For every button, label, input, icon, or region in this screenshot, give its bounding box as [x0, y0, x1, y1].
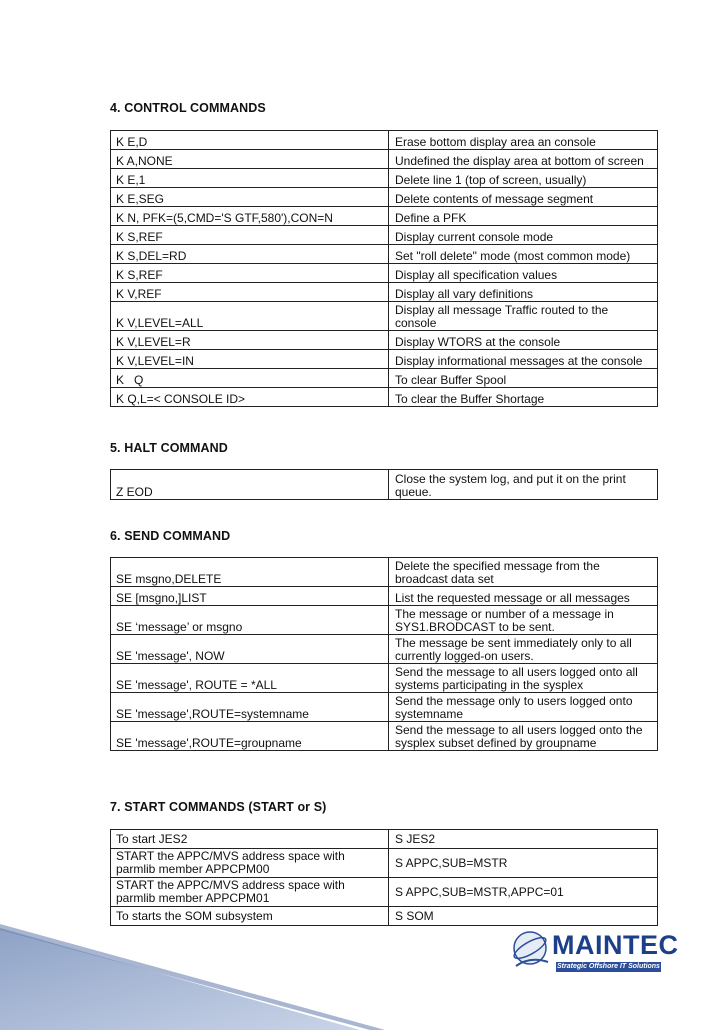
description-cell: Close the system log, and put it on the print queue. — [389, 470, 658, 500]
logo-tagline: Strategic Offshore IT Solutions — [557, 963, 660, 970]
command-cell: K V,LEVEL=R — [111, 331, 389, 350]
description-cell: Delete line 1 (top of screen, usually) — [389, 169, 658, 188]
table-row — [111, 350, 658, 369]
logo-brand-text: MAINTEC — [552, 930, 679, 960]
description-cell: Display all specification values — [389, 264, 658, 283]
command-cell: K V,LEVEL=IN — [111, 350, 389, 369]
section-heading-halt-command: 5. HALT COMMAND — [110, 441, 228, 455]
description-cell: S APPC,SUB=MSTR,APPC=01 — [389, 878, 658, 907]
description-cell: The message be sent immediately only to all currently logged-on users. — [389, 635, 658, 664]
command-cell: K E,D — [111, 131, 389, 150]
command-cell: To start JES2 — [111, 830, 389, 849]
section-heading-send-command: 6. SEND COMMAND — [110, 529, 231, 543]
command-cell: SE 'message',ROUTE=systemname — [111, 693, 389, 722]
table-row — [111, 587, 658, 606]
command-cell: START the APPC/MVS address space with parmlib member APPCPM01 — [111, 878, 389, 907]
description-cell: Set "roll delete" mode (most common mode) — [389, 245, 658, 264]
table-row — [111, 722, 658, 751]
section-heading-control-commands: 4. CONTROL COMMANDS — [110, 101, 266, 115]
table-row — [111, 606, 658, 635]
command-cell: K E,1 — [111, 169, 389, 188]
command-cell: K A,NONE — [111, 150, 389, 169]
description-cell: Delete contents of message segment — [389, 188, 658, 207]
description-cell: S APPC,SUB=MSTR — [389, 849, 658, 878]
description-cell: S JES2 — [389, 830, 658, 849]
command-cell: To starts the SOM subsystem — [111, 907, 389, 926]
command-cell: K N, PFK=(5,CMD='S GTF,580'),CON=N — [111, 207, 389, 226]
table-row — [111, 664, 658, 693]
description-cell: Erase bottom display area an console — [389, 131, 658, 150]
command-cell: K S,REF — [111, 226, 389, 245]
start-commands-table — [110, 829, 658, 926]
description-cell: To clear the Buffer Shortage — [389, 388, 658, 407]
table-row — [111, 169, 658, 188]
table-row — [111, 150, 658, 169]
description-cell: Display WTORS at the console — [389, 331, 658, 350]
command-cell: SE ‘message’ or msgno — [111, 606, 389, 635]
control-commands-table — [110, 130, 658, 407]
description-cell: To clear Buffer Spool — [389, 369, 658, 388]
section-heading-start-commands: 7. START COMMANDS (START or S) — [110, 800, 327, 814]
description-cell: S SOM — [389, 907, 658, 926]
command-cell: K Q,L=< CONSOLE ID> — [111, 388, 389, 407]
table-row — [111, 369, 658, 388]
command-cell: K E,SEG — [111, 188, 389, 207]
send-command-table — [110, 557, 658, 751]
table-row — [111, 331, 658, 350]
description-cell: The message or number of a message in SYS1.BRODCAST to be sent. — [389, 606, 658, 635]
command-cell: Z EOD — [111, 470, 389, 500]
table-row — [111, 558, 658, 587]
command-cell: START the APPC/MVS address space with parmlib member APPCPM00 — [111, 849, 389, 878]
description-cell: Send the message to all users logged onto all systems participating in the sysplex — [389, 664, 658, 693]
description-cell: Send the message to all users logged onto the sysplex subset defined by groupname — [389, 722, 658, 751]
table-row — [111, 470, 658, 500]
description-cell: Define a PFK — [389, 207, 658, 226]
description-cell: Display all vary definitions — [389, 283, 658, 302]
description-cell: Send the message only to users logged onto systemname — [389, 693, 658, 722]
table-row — [111, 264, 658, 283]
description-cell: Undefined the display area at bottom of screen — [389, 150, 658, 169]
command-cell: K V,REF — [111, 283, 389, 302]
command-cell: K S,REF — [111, 264, 389, 283]
command-cell: K V,LEVEL=ALL — [111, 302, 389, 331]
description-cell: Display informational messages at the console — [389, 350, 658, 369]
description-cell: Delete the specified message from the broadcast data set — [389, 558, 658, 587]
command-cell: SE [msgno,]LIST — [111, 587, 389, 606]
table-row — [111, 245, 658, 264]
command-cell: SE 'message', ROUTE = *ALL — [111, 664, 389, 693]
table-row — [111, 207, 658, 226]
command-cell: K Q — [111, 369, 389, 388]
table-row — [111, 226, 658, 245]
table-row — [111, 693, 658, 722]
description-cell: Display all message Traffic routed to the console — [389, 302, 658, 331]
table-row — [111, 878, 658, 907]
halt-command-table — [110, 469, 658, 500]
command-cell: K S,DEL=RD — [111, 245, 389, 264]
command-cell: SE msgno,DELETE — [111, 558, 389, 587]
table-row — [111, 283, 658, 302]
table-row — [111, 131, 658, 150]
table-row — [111, 849, 658, 878]
command-cell: SE 'message',ROUTE=groupname — [111, 722, 389, 751]
table-row — [111, 302, 658, 331]
table-row — [111, 388, 658, 407]
description-cell: List the requested message or all messages — [389, 587, 658, 606]
description-cell: Display current console mode — [389, 226, 658, 245]
table-row — [111, 635, 658, 664]
command-cell: SE 'message', NOW — [111, 635, 389, 664]
table-row — [111, 188, 658, 207]
table-row — [111, 830, 658, 849]
